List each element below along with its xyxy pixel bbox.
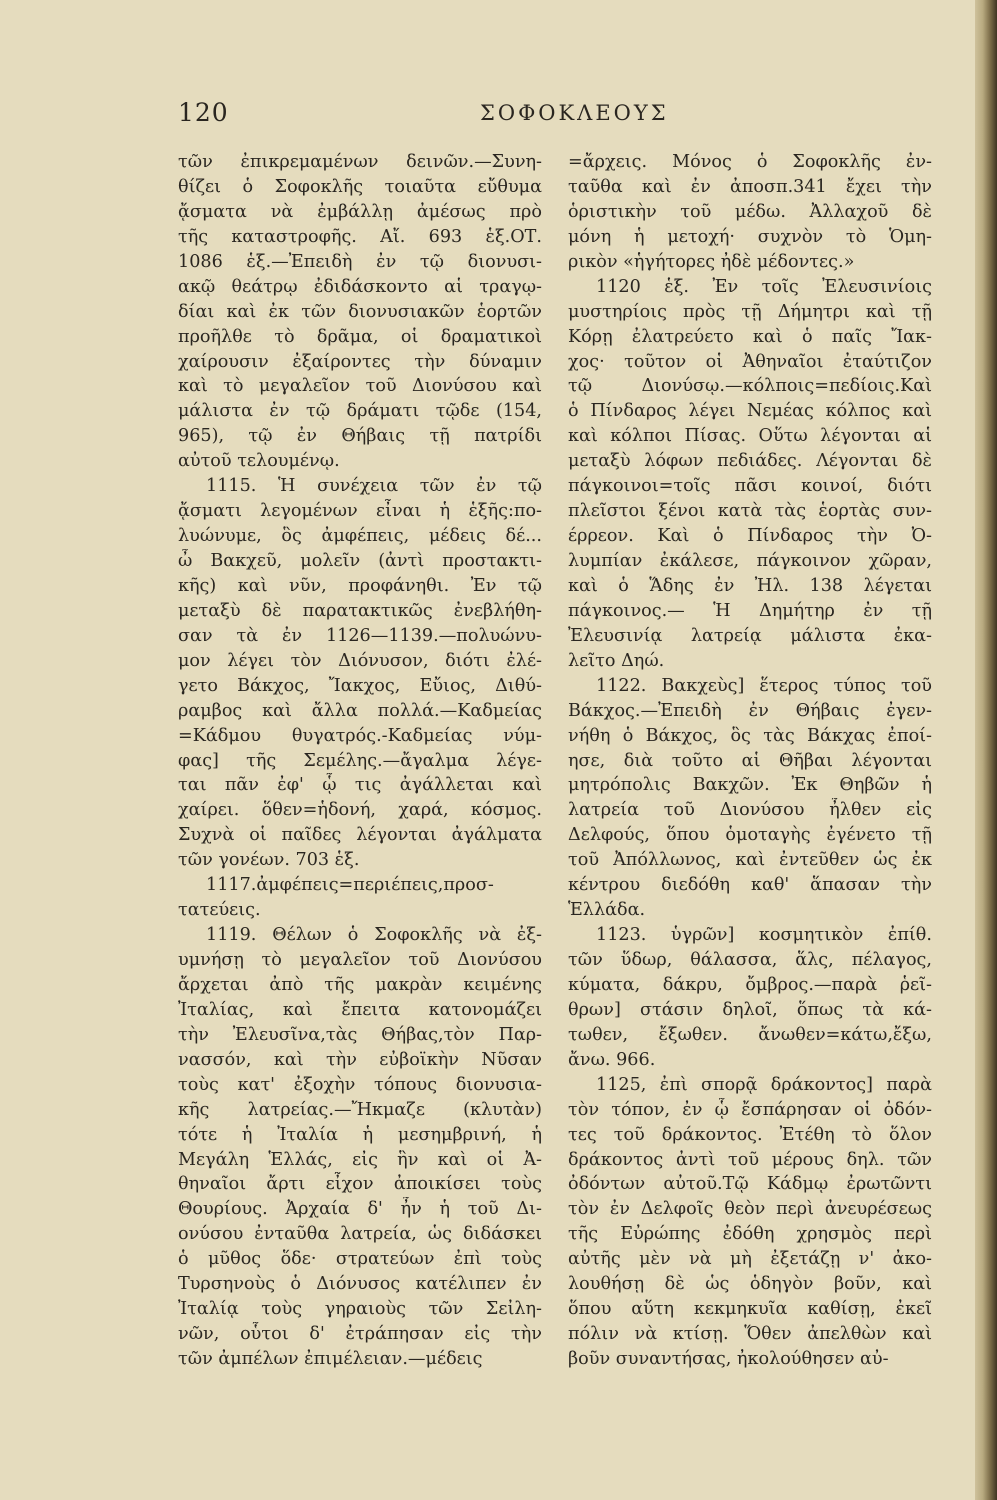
text-line: μον λέγει τὸν Διόνυσον, διότι ἐλέ-: [178, 650, 542, 671]
text-line: τότε ἡ Ἰταλία ἡ μεσημβρινή, ἡ: [178, 1124, 542, 1145]
text-line: τωθεν, ἔξωθεν. ἄνωθεν=κάτω,ἔξω,: [568, 1024, 932, 1045]
text-line: κῆς λατρείας.—Ἤκμαζε (κλυτὰν): [178, 1099, 542, 1120]
text-line: κύματα, δάκρυ, ὄμβρος.—παρὰ ῥεῖ-: [568, 974, 932, 995]
text-line: 1117.ἀμφέπεις=περιέπεις,προσ-: [206, 875, 494, 896]
text-line: δράκοντος ἀντὶ τοῦ μέρους δηλ. τῶν: [568, 1149, 932, 1170]
text-line: ὅπου αὕτη κεκμηκυῖα καθίσῃ, ἐκεῖ: [568, 1299, 932, 1320]
text-line: 1086 ἑξ.—Ἐπειδὴ ἐν τῷ διονυσι-: [178, 251, 542, 272]
page-edge-shadow: [975, 0, 997, 1500]
text-line: Κόρῃ ἐλατρεύετο καὶ ὁ παῖς Ἴακ-: [568, 326, 932, 347]
text-line: τατεύεις.: [178, 900, 261, 921]
running-head: ΣΟΦΟΚΛΕΟΥΣ: [480, 101, 669, 125]
text-line: έρρεον. Καὶ ὁ Πίνδαρος τὴν Ὀ-: [568, 526, 932, 547]
text-line: φας] τῆς Σεμέλης.—ἄγαλμα λέγε-: [178, 750, 542, 771]
text-line: ὁ μῦθος ὅδε· στρατεύων ἐπὶ τοὺς: [178, 1249, 542, 1270]
text-line: τῶν γονέων. 703 ἑξ.: [178, 850, 360, 871]
text-line: Τυρσηνοὺς ὁ Διόνυσος κατέλιπεν ἐν: [178, 1274, 542, 1295]
text-line: λουθήσῃ δὲ ὡς ὁδηγὸν βοῦν, καὶ: [568, 1274, 932, 1295]
left-column: [178, 150, 542, 1372]
text-line: ᾄσματι λεγομένων εἶναι ἡ ἑξῆς:πο-: [178, 501, 542, 522]
text-line: πάγκοινοι=τοῖς πᾶσι κοινοί, διότι: [568, 476, 932, 497]
text-line: =Κάδμου θυγατρός.-Καδμείας νύμ-: [178, 725, 542, 746]
text-line: θίζει ὁ Σοφοκλῆς τοιαῦτα εὔθυμα: [178, 176, 542, 197]
text-line: ραμβος καὶ ἄλλα πολλά.—Καδμείας: [178, 700, 542, 721]
text-line: κέντρου διεδόθη καθ' ἅπασαν τὴν: [568, 875, 932, 896]
text-line: 1119. Θέλων ὁ Σοφοκλῆς νὰ ἐξ-: [206, 925, 542, 946]
text-line: 1122. Βακχεὺς] ἕτερος τύπος τοῦ: [596, 675, 932, 696]
text-line: καὶ κόλποι Πίσας. Οὕτω λέγονται αἱ: [568, 426, 932, 447]
text-line: υμνήσῃ τὸ μεγαλεῖον τοῦ Διονύσου: [178, 950, 542, 970]
text-line: μεταξὺ λόφων πεδιάδες. Λέγονται δὲ: [568, 451, 932, 472]
text-line: χαίρει. ὅθεν=ἡδονή, χαρά, κόσμος.: [178, 800, 542, 821]
text-line: μητρόπολις Βακχῶν. Ἐκ Θηβῶν ἡ: [568, 775, 932, 796]
text-line: ὦ Βακχεῦ, μολεῖν (ἀντὶ προστακτι-: [178, 551, 542, 571]
text-line: Θουρίους. Ἀρχαία δ' ἦν ἡ τοῦ Δι-: [178, 1199, 542, 1220]
text-line: Συχνὰ οἱ παῖδες λέγονται ἀγάλματα: [178, 825, 542, 846]
text-line: =ἄρχεις. Μόνος ὁ Σοφοκλῆς ἐν-: [568, 152, 932, 172]
right-column: [568, 150, 932, 1372]
text-line: νήθη ὁ Βάκχος, ὃς τὰς Βάκχας ἐποί-: [568, 725, 932, 746]
text-line: 1123. ὑγρῶν] κοσμητικὸν ἐπίθ.: [596, 925, 932, 946]
text-line: τοῦ Ἀπόλλωνος, καὶ ἐντεῦθεν ὡς ἐκ: [568, 850, 932, 871]
text-line: μόνη ἡ μετοχή· συχνὸν τὸ Ὁμη-: [568, 226, 932, 247]
text-line: 965), τῷ ἐν Θήβαις τῇ πατρίδι: [178, 426, 542, 447]
text-line: αὐτοῦ τελουμένῳ.: [178, 451, 340, 472]
text-line: γετο Βάκχος, Ἴακχος, Εὔιος, Διθύ-: [178, 675, 542, 696]
text-line: Ἰταλίᾳ τοὺς γηραιοὺς τῶν Σεἰλη-: [178, 1299, 542, 1320]
text-line: νασσόν, καὶ τὴν εὐβοϊκὴν Νῦσαν: [178, 1049, 542, 1070]
text-line: δίαι καὶ ἐκ τῶν διονυσιακῶν ἑορτῶν: [178, 301, 542, 322]
text-line: Ἰταλίας, καὶ ἔπειτα κατονομάζει: [178, 999, 542, 1020]
text-line: τῶν ὕδωρ, θάλασσα, ἅλς, πέλαγος,: [568, 950, 932, 970]
text-line: ἄρχεται ἀπὸ τῆς μακρὰν κειμένης: [178, 974, 542, 995]
text-line: ρικὸν «ἡγήτορες ἠδὲ μέδοντες.»: [568, 251, 855, 272]
text-line: 1125, ἐπὶ σπορᾷ δράκοντος] παρὰ: [596, 1074, 932, 1095]
text-line: Δελφούς, ὅπου ὁμοταγὴς ἐγένετο τῇ: [568, 825, 932, 846]
text-line: μεταξὺ δὲ παρατακτικῶς ἐνεβλήθη-: [178, 600, 542, 621]
text-line: ησε, διὰ τοῦτο αἱ Θῆβαι λέγονται: [568, 750, 932, 771]
text-line: 1115. Ἡ συνέχεια τῶν ἐν τῷ: [206, 476, 542, 497]
text-line: χος· τοῦτον οἱ Ἀθηναῖοι ἐταύτιζον: [568, 351, 932, 372]
text-line: προῆλθε τὸ δρᾶμα, οἱ δραματικοὶ: [178, 326, 542, 347]
text-line: λυμπίαν ἐκάλεσε, πάγκοινον χῶραν,: [568, 551, 932, 571]
text-line: καὶ τὸ μεγαλεῖον τοῦ Διονύσου καὶ: [178, 376, 542, 397]
text-line: 1120 ἑξ. Ἐν τοῖς Ἐλευσινίοις: [596, 276, 932, 297]
text-line: ταῦθα καὶ ἐν ἀποσπ.341 ἔχει τὴν: [568, 176, 932, 197]
text-line: μυστηρίοις πρὸς τῇ Δήμητρι καὶ τῇ: [568, 301, 932, 322]
text-line: χαίρουσιν ἐξαίροντες τὴν δύναμιν: [178, 351, 542, 372]
text-line: αὐτῆς μὲν νὰ μὴ ἐξετάζῃ ν' ἀκο-: [568, 1249, 932, 1270]
text-line: λεῖτο Δηώ.: [568, 650, 665, 671]
text-line: ἄνω. 966.: [568, 1049, 656, 1070]
text-line: τες τοῦ δράκοντος. Ἐτέθη τὸ ὅλον: [568, 1124, 932, 1145]
text-line: τῆς Εὐρώπης ἐδόθη χρησμὸς περὶ: [568, 1224, 932, 1245]
text-line: τῷ Διονύσῳ.—κόλποις=πεδίοις.Καὶ: [568, 376, 932, 397]
text-line: ὁριστικὴν τοῦ μέδω. Ἀλλαχοῦ δὲ: [568, 201, 932, 222]
text-line: μάλιστα ἐν τῷ δράματι τῷδε (154,: [178, 401, 542, 422]
text-line: τοὺς κατ' ἐξοχὴν τόπους διονυσια-: [178, 1074, 542, 1095]
text-line: τῶν ἐπικρεμαμένων δεινῶν.—Συνη-: [178, 152, 542, 172]
text-line: τὴν Ἐλευσῖνα,τὰς Θήβας,τὸν Παρ-: [178, 1024, 542, 1045]
text-line: πλεῖστοι ξένοι κατὰ τὰς ἑορτὰς συν-: [568, 501, 932, 522]
text-line: πόλιν νὰ κτίσῃ. Ὅθεν ἀπελθὼν καὶ: [568, 1324, 932, 1345]
text-line: σαν τὰ ἐν 1126—1139.—πολυώνυ-: [178, 625, 542, 646]
text-line: θηναῖοι ἄρτι εἶχον ἀποικίσει τοὺς: [178, 1174, 542, 1195]
text-line: Βάκχος.—Ἐπειδὴ ἐν Θήβαις ἐγεν-: [568, 700, 932, 721]
text-line: τὸν τόπον, ἐν ᾧ ἔσπάρησαν οἱ ὀδόν-: [568, 1099, 932, 1120]
text-line: λυώνυμε, ὃς ἀμφέπεις, μέδεις δέ...: [178, 526, 542, 547]
text-line: νῶν, οὗτοι δ' ἐτράπησαν εἰς τὴν: [178, 1324, 542, 1345]
text-line: ακῷ θεάτρῳ ἐδιδάσκοντο αἱ τραγῳ-: [178, 276, 542, 297]
text-line: ται πᾶν ἐφ' ᾧ τις ἀγάλλεται καὶ: [178, 775, 542, 796]
text-line: ὀδόντων αὐτοῦ.Τῷ Κάδμῳ ἐρωτῶντι: [568, 1174, 932, 1195]
text-line: Ἐλευσινίᾳ λατρείᾳ μάλιστα ἐκα-: [568, 625, 932, 646]
text-line: θρων] στάσιν δηλοῖ, ὅπως τὰ κά-: [568, 999, 932, 1020]
page-number: 120: [178, 98, 229, 127]
text-line: Ἑλλάδα.: [568, 900, 646, 921]
text-line: βοῦν συναντήσας, ἠκολούθησεν αὐ-: [568, 1349, 889, 1369]
text-line: ονύσου ἐνταῦθα λατρεία, ὡς διδάσκει: [178, 1224, 542, 1245]
text-line: κῆς) καὶ νῦν, προφάνηθι. Ἐν τῷ: [178, 575, 542, 596]
text-line: πάγκοινος.— Ἡ Δημήτηρ ἐν τῇ: [568, 600, 932, 621]
text-line: ᾄσματα νὰ ἐμβάλλῃ ἀμέσως πρὸ: [178, 201, 542, 222]
text-line: τῶν ἀμπέλων ἐπιμέλειαν.—μέδεις: [178, 1349, 483, 1369]
text-line: λατρεία τοῦ Διονύσου ἦλθεν εἰς: [568, 800, 932, 821]
text-line: καὶ ὁ Ἅδης ἐν Ἠλ. 138 λέγεται: [568, 575, 932, 596]
text-line: τὸν ἐν Δελφοῖς θεὸν περὶ ἀνευρέσεως: [568, 1199, 932, 1220]
text-line: Μεγάλη Ἑλλάς, εἰς ἣν καὶ οἱ Ἀ-: [178, 1149, 542, 1170]
text-line: ὁ Πίνδαρος λέγει Νεμέας κόλπος καὶ: [568, 401, 932, 422]
text-line: τῆς καταστροφῆς. Αἴ. 693 ἑξ.ΟΤ.: [178, 226, 542, 247]
